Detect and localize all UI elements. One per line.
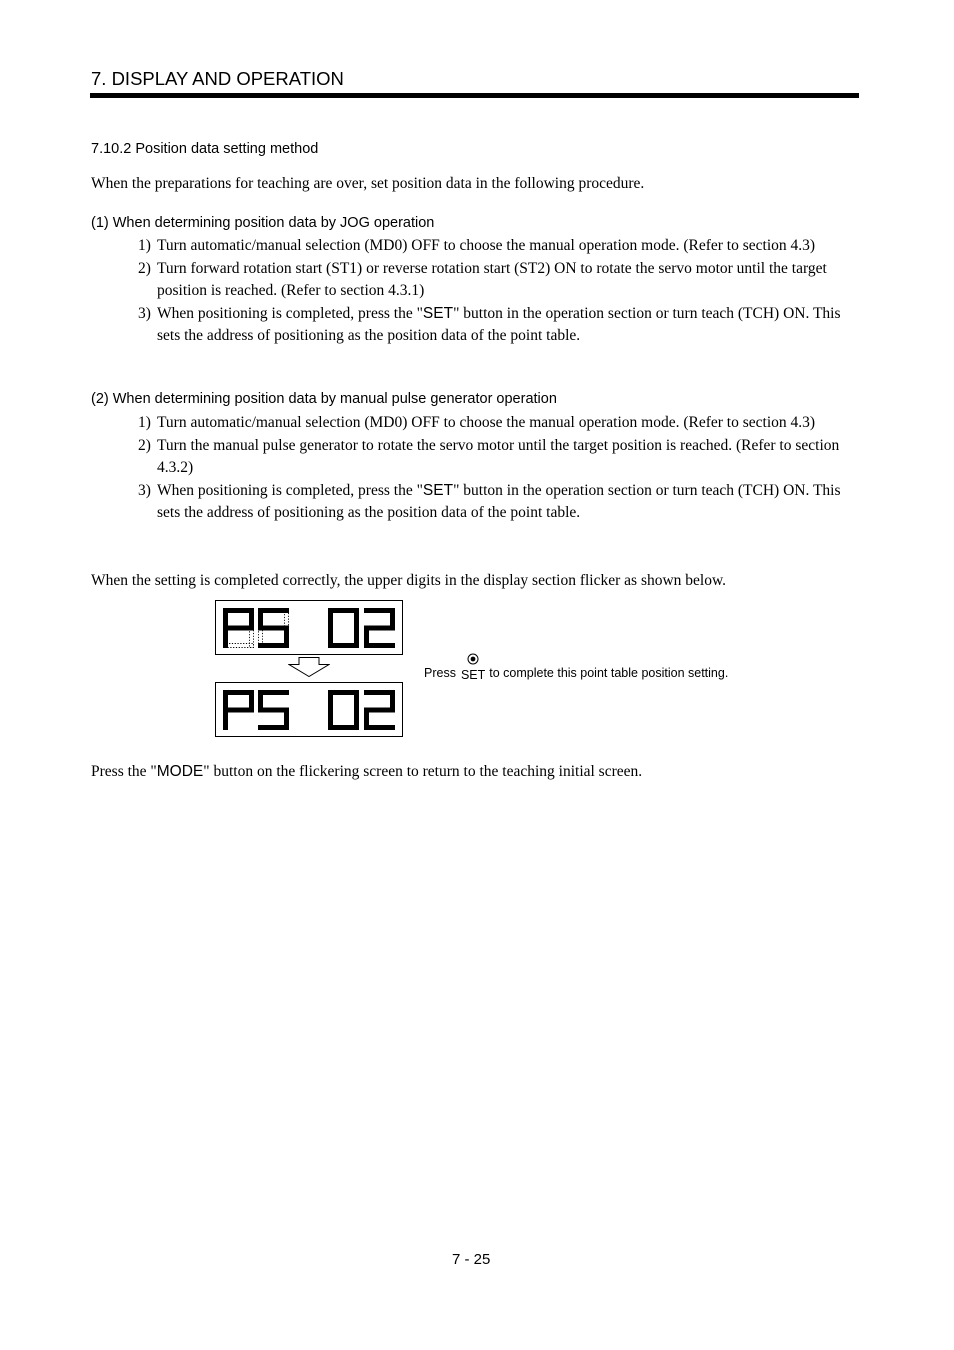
set-button-circle-icon [467, 653, 479, 665]
step-number: 3) [138, 304, 151, 322]
section-heading: 7.10.2 Position data setting method [91, 141, 319, 157]
step-text-rest: " button in the operation section or turn teach (TCH) ON. This sets the address of positioning as the position data of the point table. [157, 304, 841, 344]
display-digit [258, 690, 289, 730]
step-number: 1) [138, 237, 151, 254]
step-text-rest: " button in the operation section or turn teach (TCH) ON. This sets the address of positioning as the position data of the point table. [157, 481, 841, 521]
display-digit [328, 690, 359, 730]
procedure-2-steps [138, 412, 858, 525]
procedure-1-heading: (1) When determining position data by JOG operation [91, 215, 435, 231]
caption-set-key: SET [460, 668, 486, 682]
final-text-after: " button on the flickering screen to return to the teaching initial screen. [203, 763, 643, 780]
step-number: 2) [138, 436, 151, 454]
page-number: 7 - 25 [452, 1251, 491, 1268]
display-digit [223, 608, 254, 648]
display-digit [258, 608, 289, 648]
procedure-2-step-2 [138, 435, 858, 480]
step-text: Turn automatic/manual selection (MD0) OFF to choose the manual operation mode. (Refer to section 4.3) [157, 414, 816, 431]
step-text: When positioning is completed, press the " [157, 481, 423, 499]
set-key-name: SET [422, 304, 454, 322]
step-text: Turn the manual pulse generator to rotate the servo motor until the target position is reached. (Refer to section 4.3.2) [157, 436, 840, 476]
procedure-2-step-1 [138, 412, 858, 435]
procedure-1-step-1 [138, 235, 858, 258]
display-digit [364, 608, 395, 648]
caption-rest: to complete this point table position setting. [489, 666, 729, 680]
caption-press: Press [424, 666, 456, 680]
procedure-2-step-3 [138, 480, 858, 525]
procedure-2-heading: (2) When determining position data by manual pulse generator operation [91, 391, 557, 407]
procedure-1-step-3 [138, 303, 858, 348]
set-key-name: SET [422, 481, 454, 499]
step-text: Turn forward rotation start (ST1) or reverse rotation start (ST2) ON to rotate the servo motor until the target position is reached. (Refer to section 4.3.1) [157, 259, 827, 299]
step-number: 2) [138, 259, 151, 277]
procedure-1-steps [138, 235, 858, 348]
step-text: When positioning is completed, press the " [157, 304, 423, 322]
down-arrow-icon [288, 657, 330, 677]
intro-paragraph: When the preparations for teaching are over, set position data in the following procedure. [91, 175, 645, 192]
header-rule [90, 93, 859, 98]
display-digit [223, 690, 254, 730]
display-digit [364, 690, 395, 730]
display-digit [328, 608, 359, 648]
final-text-before: Press the " [91, 763, 157, 780]
mode-key-name: MODE [156, 763, 204, 780]
steady-display-screen [215, 682, 403, 737]
procedure-1-step-2 [138, 258, 858, 303]
step-number: 1) [138, 414, 151, 431]
final-paragraph [91, 761, 642, 784]
step-text: Turn automatic/manual selection (MD0) OFF to choose the manual operation mode. (Refer to section 4.3) [157, 237, 816, 254]
step-number: 3) [138, 481, 151, 499]
result-paragraph: When the setting is completed correctly, the upper digits in the display section flicker as shown below. [91, 572, 727, 589]
flickering-display-screen [215, 600, 403, 655]
set-instruction-caption [424, 666, 728, 680]
chapter-header-title: 7. DISPLAY AND OPERATION [91, 68, 344, 89]
